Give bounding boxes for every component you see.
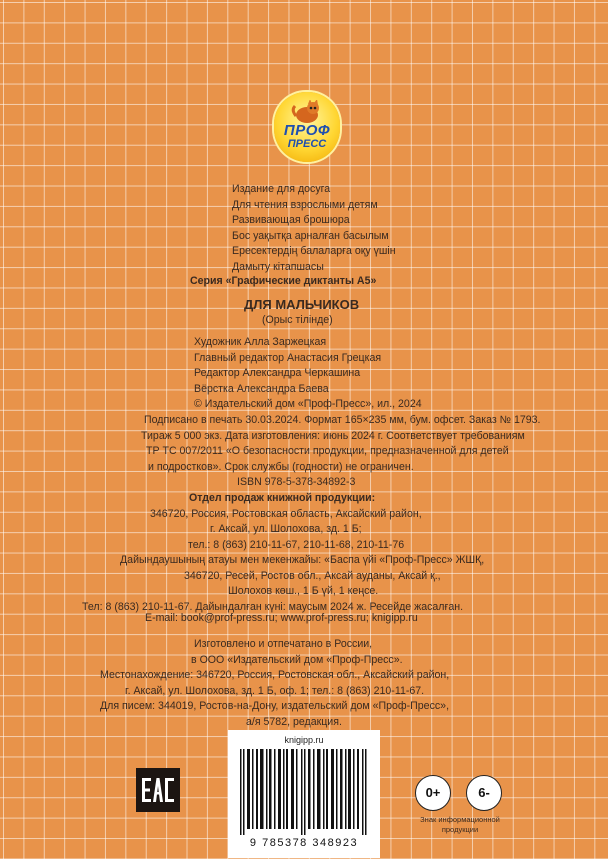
sales-line: тел.: 8 (863) 210-11-67, 210-11-68, 210-11-76: [188, 538, 405, 551]
intro-line: Для чтения взрослыми детям: [232, 198, 378, 211]
book-title: ДЛЯ МАЛЬЧИКОВ: [244, 297, 360, 312]
age-caption-line: Знак информационной: [420, 815, 500, 824]
credit-line: Вёрстка Александра Баева: [194, 382, 329, 395]
manufacturer-block: [100, 637, 449, 730]
print-line: ТР ТС 007/2011 «О безопасности продукции, предназначенной для детей: [146, 445, 509, 457]
print-line: Подписано в печать 30.03.2024. Формат 165×235 мм, бум. офсет. Заказ № 1793.: [144, 414, 541, 426]
sales-block: [138, 491, 422, 553]
kz-block: [82, 553, 484, 615]
credits-block: [194, 335, 422, 413]
barcode-number: 9 785378 348923: [249, 837, 359, 849]
made-line: Местонахождение: 346720, Россия, Ростовская обл., Аксайский район,: [100, 669, 450, 681]
made-line: г. Аксай, ул. Шолохова, зд. 1 Б, оф. 1; тел.: 8 (863) 210-11-67.: [125, 684, 425, 697]
sales-line: г. Аксай, ул. Шолохова, зд. 1 Б;: [210, 523, 362, 535]
kz-line: Тел: 8 (863) 210-11-67. Дайындалған күні: маусым 2024 ж. Ресейде жасалған.: [82, 600, 464, 613]
print-line: Тираж 5 000 экз. Дата изготовления: июнь 2024 г. Соответствует требованиям: [141, 429, 525, 442]
series-title: Серия «Графические диктанты А5»: [190, 275, 377, 287]
made-line: в ООО «Издательский дом «Проф-Пресс».: [191, 653, 403, 666]
intro-line: Дамыту кітапшасы: [232, 260, 324, 273]
made-line: Изготовлено и отпечатано в России,: [194, 638, 373, 650]
logo-line1: ПРОФ: [283, 122, 331, 139]
isbn: ISBN 978-5-378-34892-3: [237, 476, 356, 488]
intro-line: Ересектердің балаларға оқу үшін: [232, 245, 396, 257]
intro-block: [232, 182, 396, 275]
web-line: E-mail: book@prof-press.ru; www.prof-press.ru; knigipp.ru: [145, 612, 418, 624]
made-line: Для писем: 344019, Ростов-на-Дону, издательский дом «Проф-Пресс»,: [100, 700, 450, 712]
cat-icon: [291, 100, 323, 124]
age-caption-line: продукции: [441, 825, 479, 834]
logo-line2: ПРЕСС: [287, 138, 327, 150]
credit-line: Редактор Александра Черкашина: [194, 367, 361, 379]
book-subtitle: (Орыс тілінде): [262, 314, 333, 326]
kz-line: Дайындаушының атауы мен мекенжайы: «Баспа үйі «Проф-Пресс» ЖШҚ,: [120, 554, 485, 566]
barcode-bars: [240, 749, 368, 835]
age-rating-6-icon: 6-: [466, 775, 502, 811]
made-line: а/я 5782, редакция.: [246, 715, 342, 728]
kz-line: Шолохов көш., 1 Б үй, 1 кеңсе.: [228, 585, 379, 597]
intro-line: Издание для досуга: [232, 183, 331, 195]
sales-heading: Отдел продаж книжной продукции:: [189, 492, 376, 504]
kz-line: 346720, Ресей, Ростов обл., Аксай ауданы, Аксай қ.,: [184, 569, 441, 582]
age-caption: [410, 815, 510, 835]
copyright-line: © Издательский дом «Проф-Пресс», ил., 2024: [194, 398, 422, 410]
print-info-block: [141, 413, 541, 491]
barcode: [228, 730, 380, 858]
barcode-site: knigipp.ru: [284, 735, 324, 745]
eac-mark-icon: [136, 768, 180, 812]
print-line: и подростков». Срок службы (годности) не ограничен.: [148, 460, 414, 473]
age-rating-0-icon: 0+: [415, 775, 451, 811]
credit-line: Художник Алла Заржецкая: [194, 336, 327, 348]
sales-line: 346720, Россия, Ростовская область, Аксайский район,: [150, 507, 422, 520]
prof-press-logo: [274, 92, 340, 162]
intro-line: Бос уақытқа арналған басылым: [232, 229, 389, 242]
intro-line: Развивающая брошюра: [232, 214, 350, 226]
credit-line: Главный редактор Анастасия Грецкая: [194, 351, 382, 364]
